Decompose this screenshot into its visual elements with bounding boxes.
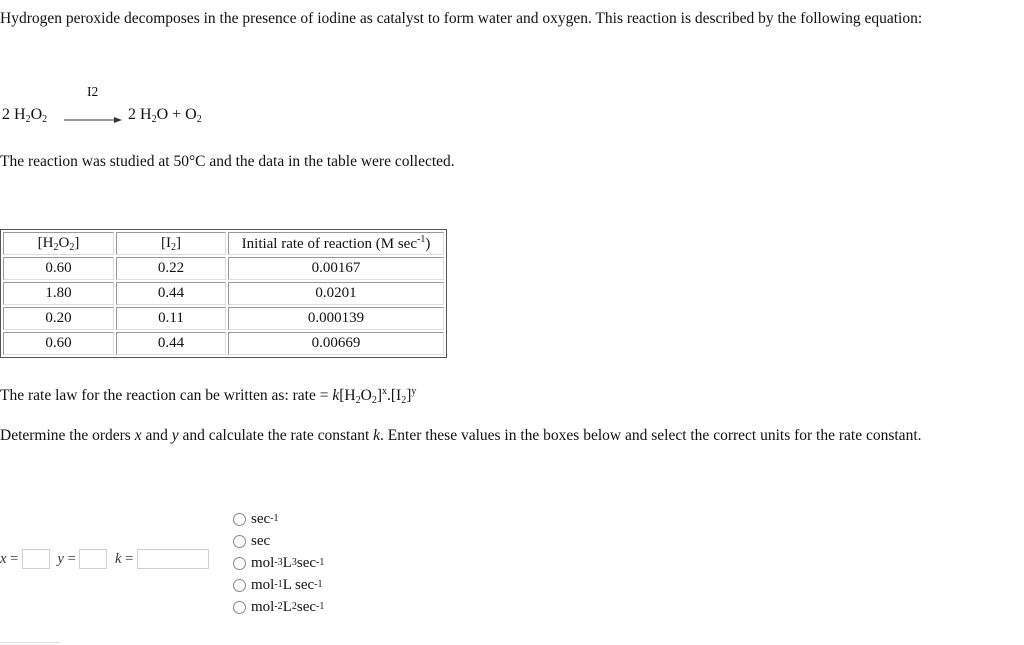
radio-button[interactable] (233, 579, 246, 592)
chemical-equation (2, 84, 262, 140)
cell-rate: 0.000139 (228, 307, 444, 330)
cell-h2o2: 1.80 (3, 282, 114, 305)
unit-option-sec-inverse[interactable]: sec -1 (233, 508, 324, 530)
radio-button[interactable] (233, 513, 246, 526)
reaction-arrow-icon (64, 116, 122, 124)
equation-reactants: 2 $H_2O_2$ (2, 106, 48, 125)
y-label: y = (57, 550, 76, 567)
units-radio-group (233, 508, 324, 618)
table-row (3, 257, 444, 280)
table-header-row (3, 232, 444, 255)
question-text: Determine the orders x and y and calculate the rate constant k. Enter these values in the boxes below and select the correct units for the rate constant. (0, 427, 922, 444)
radio-button[interactable] (233, 557, 246, 570)
cell-rate: 0.00669 (228, 332, 444, 355)
radio-button[interactable] (233, 601, 246, 614)
unit-option-second-order[interactable]: mol -1 L sec -1 (233, 574, 324, 596)
cell-i2: 0.44 (116, 282, 226, 305)
cell-h2o2: 0.60 (3, 332, 114, 355)
table-row (3, 282, 444, 305)
cell-h2o2: 0.20 (3, 307, 114, 330)
header-initial-rate: Initial rate of reaction (M $\sec^{-1}$) (228, 232, 444, 255)
x-order-input[interactable] (22, 549, 50, 569)
equation-products: 2 $H_2O + O_2$ (128, 106, 202, 125)
k-label: k = (115, 550, 134, 567)
header-h2o2: $[H_2O_2]$ (3, 232, 114, 255)
y-order-input[interactable] (79, 549, 107, 569)
rate-law-text: The rate law for the reaction can be written as: rate = $k[H_2O_2]^x.[I_2]^y$ (0, 386, 417, 406)
cell-i2: 0.44 (116, 332, 226, 355)
header-i2: $[I_2]$ (116, 232, 226, 255)
intro-text: Hydrogen peroxide decomposes in the presence of iodine as catalyst to form water and oxygen. This reaction is described by the following equation: (0, 10, 923, 27)
rate-constant-input[interactable] (137, 549, 209, 569)
cell-i2: 0.22 (116, 257, 226, 280)
unit-option-sec[interactable]: sec (233, 530, 324, 552)
rate-data-table (0, 229, 447, 358)
cell-rate: 0.0201 (228, 282, 444, 305)
unit-option-third-order-alt[interactable]: mol -2 L 2 sec -1 (233, 596, 324, 618)
cell-i2: 0.11 (116, 307, 226, 330)
study-sentence: The reaction was studied at 50°C and the data in the table were collected. (0, 153, 455, 170)
table-row (3, 332, 444, 355)
x-label: x = (0, 550, 19, 567)
cell-rate: 0.00167 (228, 257, 444, 280)
cell-h2o2: 0.60 (3, 257, 114, 280)
radio-button[interactable] (233, 535, 246, 548)
answer-fields (0, 549, 209, 575)
table-row (3, 307, 444, 330)
catalyst-label: I2 (87, 84, 99, 99)
divider (0, 642, 60, 643)
unit-option-third-order[interactable]: mol -3 L 3 sec -1 (233, 552, 324, 574)
